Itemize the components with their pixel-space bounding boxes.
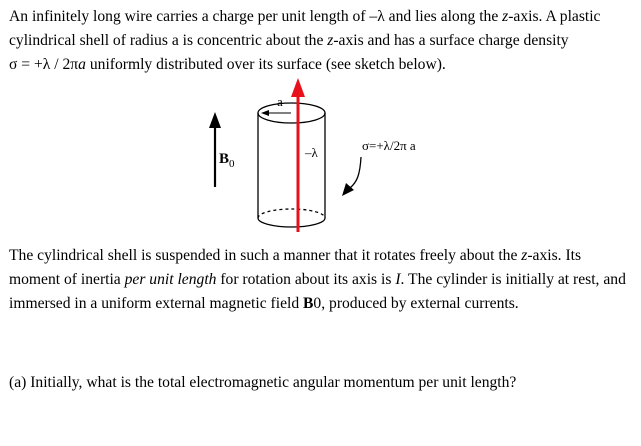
radius-indicator: [261, 110, 291, 116]
charged-wire: [291, 78, 305, 232]
question-a: (a) Initially, what is the total electromagnetic angular momentum per unit length?: [9, 374, 517, 391]
problem-suspension: The cylindrical shell is suspended in such a manner that it rotates freely about the z-axis. Its moment of inertia per unit length for rotation about its axis is I. The cylinder is initially at rest, and immersed in a uniform external magnetic field B0, produced by external currents.: [9, 247, 626, 312]
b-field-label: $B_0$: [219, 151, 235, 170]
radius-label: a: [277, 94, 283, 109]
problem-intro: An infinitely long wire carries a charge per unit length of –λ and lies along the z-axis. A plastic cylindrical shell of radius a is concentric about the z-axis and has a surface charge density σ = +λ / 2πa uniformly distributed over its surface (see sketch below).: [9, 8, 601, 73]
surface-charge-pointer: [342, 157, 361, 196]
wire-charge-label: –λ: [305, 145, 318, 160]
b-field-arrow: [209, 112, 221, 187]
cylindrical-shell: [258, 103, 325, 227]
surface-charge-label: σ=+λ/2π a: [362, 138, 416, 153]
